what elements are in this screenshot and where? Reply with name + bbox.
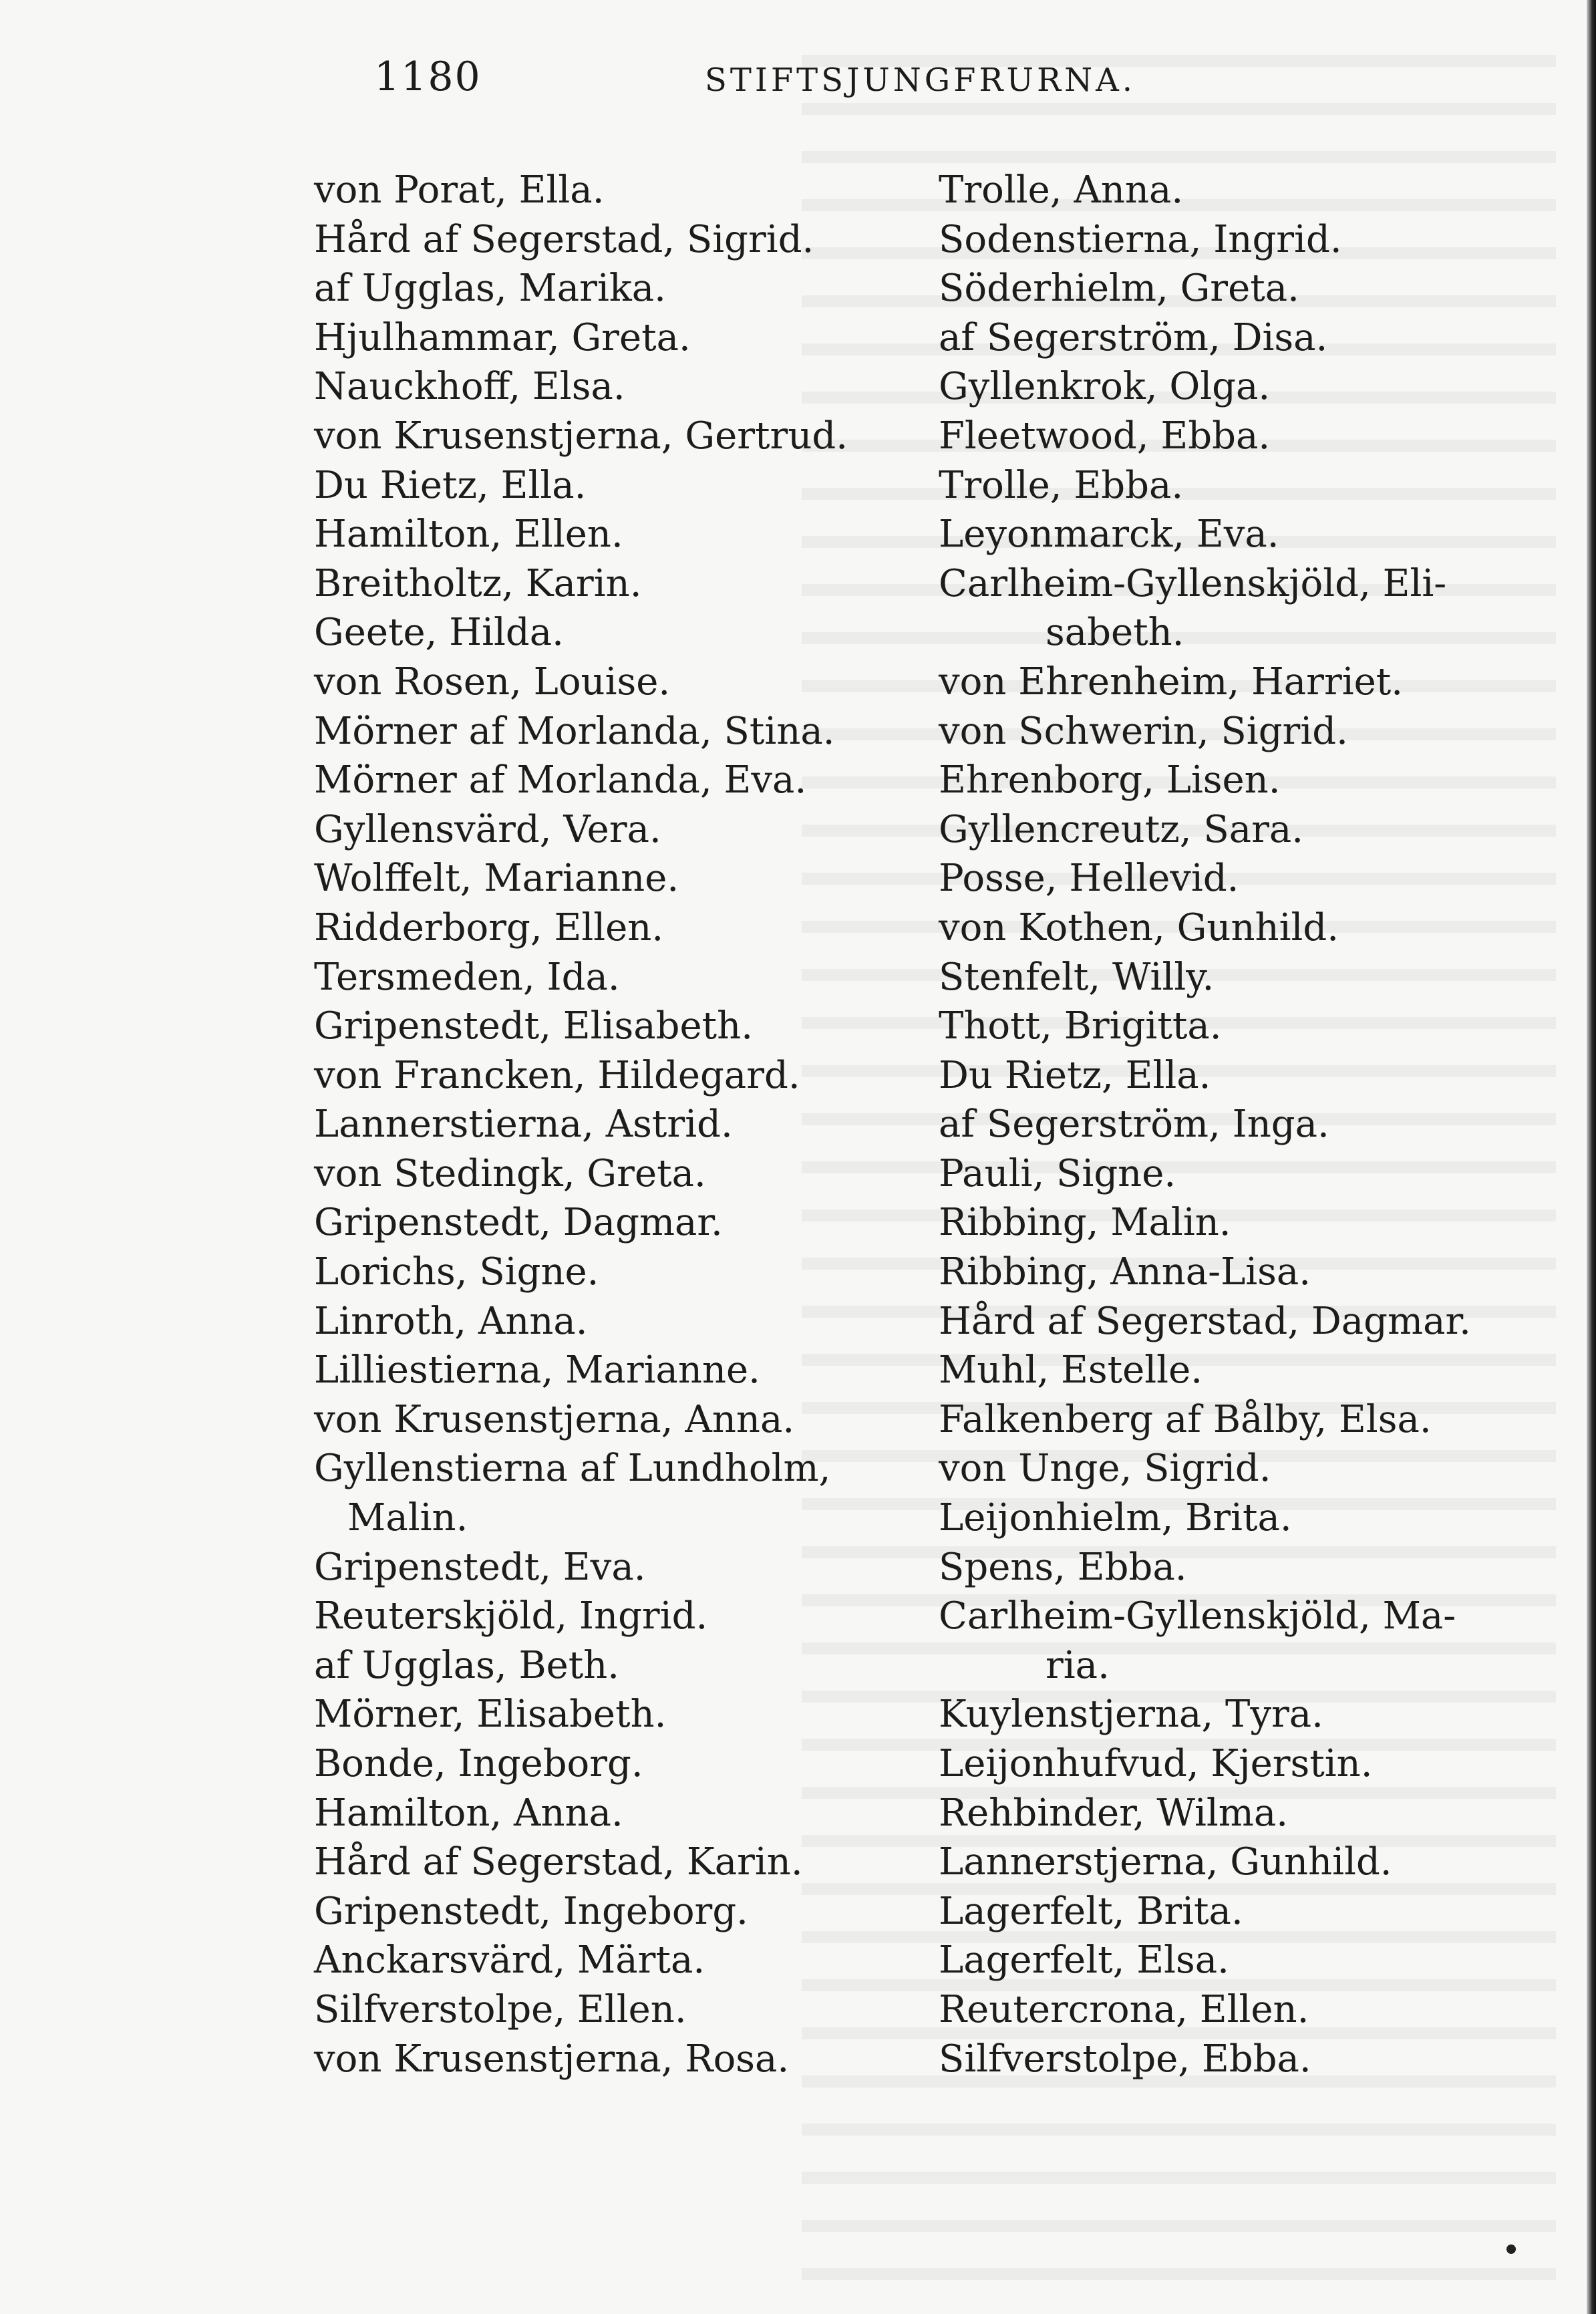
- name-entry: von Krusenstjerna, Anna.: [314, 1397, 795, 1441]
- name-entry: Muhl, Estelle.: [939, 1348, 1203, 1393]
- name-entry: Ehrenborg, Lisen.: [939, 758, 1281, 803]
- name-entry: Stenfelt, Willy.: [939, 955, 1215, 999]
- name-entry-continuation: ria.: [1046, 1643, 1110, 1687]
- name-entry: von Kothen, Gunhild.: [939, 905, 1339, 950]
- name-entry: von Ehrenheim, Harriet.: [939, 660, 1404, 704]
- name-entry: Anckarsvärd, Märta.: [314, 1938, 705, 1983]
- name-entry: af Ugglas, Beth.: [314, 1643, 620, 1687]
- name-entry: Falkenberg af Bålby, Elsa.: [939, 1397, 1432, 1441]
- name-entry: von Krusenstjerna, Gertrud.: [314, 414, 848, 458]
- name-entry-continuation: sabeth.: [1046, 611, 1184, 655]
- name-entry: Lorichs, Signe.: [314, 1250, 599, 1294]
- name-entry: von Porat, Ella.: [314, 168, 605, 212]
- name-entry: Hård af Segerstad, Karin.: [314, 1840, 803, 1884]
- name-entry: Spens, Ebba.: [939, 1545, 1187, 1589]
- name-entry: von Unge, Sigrid.: [939, 1447, 1271, 1491]
- name-entry: Posse, Hellevid.: [939, 857, 1239, 901]
- name-entry: Lagerfelt, Elsa.: [939, 1938, 1229, 1983]
- running-title: STIFTSJUNGFRURNA.: [705, 61, 1136, 99]
- name-entry: Ridderborg, Ellen.: [314, 905, 664, 950]
- name-entry: von Krusenstjerna, Rosa.: [314, 2037, 790, 2081]
- name-entry: Ribbing, Malin.: [939, 1201, 1231, 1245]
- book-spine-edge: [1587, 0, 1596, 2314]
- name-entry: Lagerfelt, Brita.: [939, 1889, 1243, 1933]
- name-entry: Silfverstolpe, Ebba.: [939, 2037, 1311, 2081]
- name-entry-continuation: Malin.: [347, 1496, 468, 1540]
- name-entry: Gyllensvärd, Vera.: [314, 807, 661, 851]
- name-entry: Reutercrona, Ellen.: [939, 1987, 1309, 2031]
- name-entry: Mörner af Morlanda, Eva.: [314, 758, 807, 803]
- name-entry: af Ugglas, Marika.: [314, 267, 666, 311]
- left-name-column: [314, 166, 915, 2083]
- right-name-column: [939, 166, 1527, 2083]
- ink-speck: [1506, 2245, 1516, 2254]
- name-entry: Pauli, Signe.: [939, 1151, 1176, 1195]
- name-entry: Gripenstedt, Eva.: [314, 1545, 646, 1589]
- name-entry: von Stedingk, Greta.: [314, 1151, 706, 1195]
- name-entry: Mörner af Morlanda, Stina.: [314, 709, 835, 753]
- page-number: 1180: [374, 53, 482, 100]
- name-entry: Geete, Hilda.: [314, 611, 564, 655]
- name-entry: Hamilton, Ellen.: [314, 513, 623, 557]
- name-entry: Trolle, Ebba.: [939, 463, 1184, 507]
- name-entry: Gyllencreutz, Sara.: [939, 807, 1304, 851]
- name-entry: Du Rietz, Ella.: [939, 1053, 1211, 1097]
- name-entry: Gyllenstierna af Lundholm,: [314, 1447, 831, 1491]
- name-entry: Tersmeden, Ida.: [314, 955, 620, 999]
- name-entry: Hamilton, Anna.: [314, 1791, 623, 1835]
- name-entry: Leyonmarck, Eva.: [939, 513, 1279, 557]
- name-entry: Mörner, Elisabeth.: [314, 1693, 667, 1737]
- name-entry: Gyllenkrok, Olga.: [939, 365, 1271, 409]
- name-entry: af Segerström, Inga.: [939, 1103, 1329, 1147]
- name-entry: Linroth, Anna.: [314, 1299, 588, 1343]
- name-entry: Breitholtz, Karin.: [314, 561, 642, 605]
- name-entry: Leijonhielm, Brita.: [939, 1496, 1292, 1540]
- name-entry: Trolle, Anna.: [939, 168, 1184, 212]
- name-entry: Carlheim-Gyllenskjöld, Eli-: [939, 561, 1447, 605]
- name-entry: Nauckhoff, Elsa.: [314, 365, 625, 409]
- name-entry: af Segerström, Disa.: [939, 315, 1328, 359]
- name-entry: Bonde, Ingeborg.: [314, 1742, 643, 1785]
- name-entry: Gripenstedt, Elisabeth.: [314, 1004, 753, 1048]
- name-entry: Thott, Brigitta.: [939, 1004, 1222, 1048]
- name-entry: Hjulhammar, Greta.: [314, 315, 691, 359]
- name-entry: Gripenstedt, Ingeborg.: [314, 1889, 748, 1933]
- name-entry: Hård af Segerstad, Sigrid.: [314, 217, 814, 261]
- name-entry: Sodenstierna, Ingrid.: [939, 217, 1342, 261]
- name-entry: Lannerstierna, Astrid.: [314, 1103, 733, 1147]
- name-entry: Lilliestierna, Marianne.: [314, 1348, 760, 1393]
- name-entry: Fleetwood, Ebba.: [939, 414, 1271, 458]
- name-entry: Söderhielm, Greta.: [939, 267, 1299, 311]
- name-entry: Lannerstjerna, Gunhild.: [939, 1840, 1392, 1884]
- name-entry: Carlheim-Gyllenskjöld, Ma-: [939, 1594, 1456, 1638]
- name-entry: Rehbinder, Wilma.: [939, 1791, 1289, 1835]
- name-entry: von Schwerin, Sigrid.: [939, 709, 1348, 753]
- name-entry: Leijonhufvud, Kjerstin.: [939, 1742, 1373, 1785]
- name-entry: Gripenstedt, Dagmar.: [314, 1201, 723, 1245]
- name-entry: Hård af Segerstad, Dagmar.: [939, 1299, 1471, 1343]
- name-entry: Wolffelt, Marianne.: [314, 857, 679, 901]
- name-entry: Du Rietz, Ella.: [314, 463, 587, 507]
- name-entry: Silfverstolpe, Ellen.: [314, 1987, 687, 2031]
- name-entry: Reuterskjöld, Ingrid.: [314, 1594, 708, 1638]
- name-entry: von Francken, Hildegard.: [314, 1053, 800, 1097]
- name-entry: Ribbing, Anna-Lisa.: [939, 1250, 1311, 1294]
- name-entry: von Rosen, Louise.: [314, 660, 671, 704]
- name-entry: Kuylenstjerna, Tyra.: [939, 1693, 1323, 1737]
